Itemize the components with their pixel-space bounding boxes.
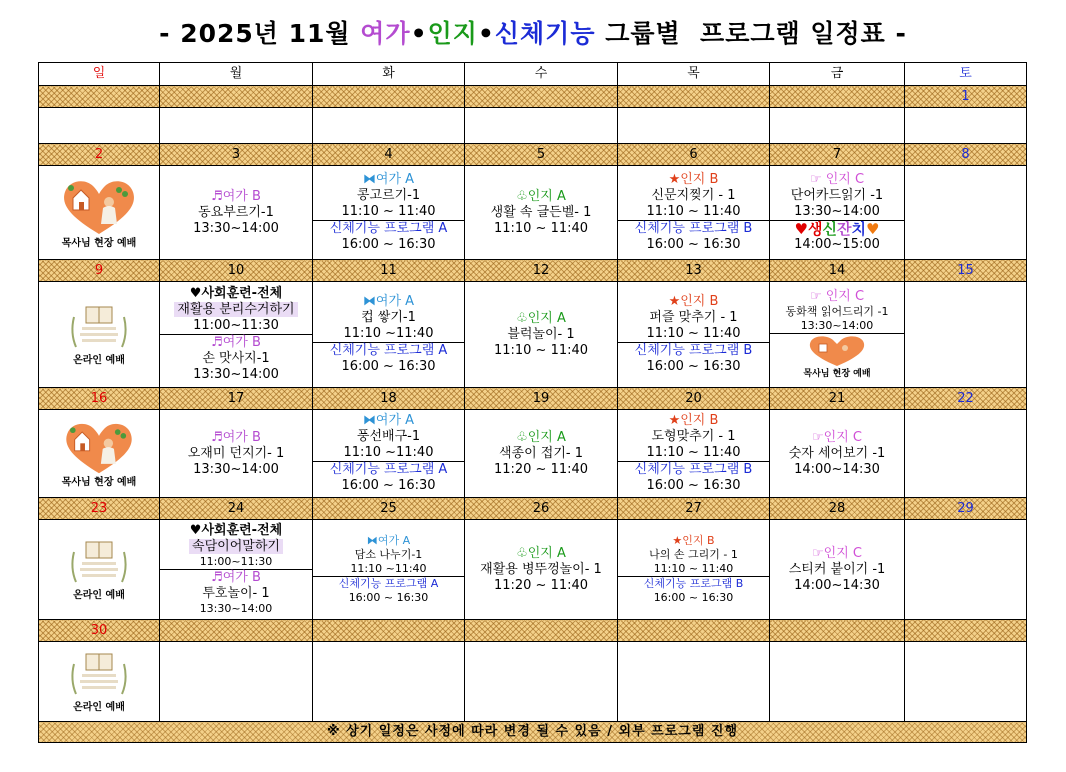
label-body-a: 신체기능 프로그램 A [329, 221, 448, 236]
program-title: 퍼즐 맞추기 - 1 [649, 310, 738, 325]
church-heart-image [59, 176, 139, 238]
day-cell [770, 520, 905, 620]
label-body-a: 신체기능 프로그램 A [329, 462, 448, 477]
date-empty [770, 86, 905, 108]
day-cell [905, 642, 1027, 722]
day-cell [465, 282, 618, 388]
program-time: 13:30~14:00 [193, 220, 279, 236]
label-body-b: 신체기능 프로그램 B [643, 577, 744, 590]
program-title: 생활 속 글든벨- 1 [490, 204, 592, 220]
date-row [39, 620, 1027, 642]
label-body-b: 신체기능 프로그램 B [634, 343, 753, 358]
day-cell [465, 166, 618, 260]
program-title: 재활용 병뚜껑놀이- 1 [480, 561, 602, 577]
day-cell [618, 166, 770, 260]
date-3: 3 [160, 144, 313, 166]
date-empty [160, 620, 313, 642]
week-row [39, 166, 1027, 260]
weekday-tue: 화 [313, 63, 465, 86]
label-yeoga-a: ⧓여가 A [362, 413, 415, 428]
program-title: 숫자 세어보기 -1 [788, 445, 886, 461]
label-inji-a: ♧인지 A [516, 545, 566, 561]
day-cell [905, 520, 1027, 620]
program-title: 풍선배구-1 [356, 429, 421, 444]
day-cell [160, 520, 313, 620]
day-cell [313, 282, 465, 388]
program-title: 색종이 접기- 1 [498, 445, 584, 461]
weekday-fri: 금 [770, 63, 905, 86]
field-worship [39, 176, 159, 250]
heart-icon: ♥ [794, 220, 808, 238]
label-yeoga-b: ♬여가 B [211, 429, 261, 445]
birthday-char: 생 [808, 220, 823, 238]
week-row [39, 410, 1027, 498]
weekday-sun: 일 [39, 63, 160, 86]
date-22: 22 [905, 388, 1027, 410]
title-prefix: - 2025년 11월 [159, 19, 361, 48]
program-time: 11:10 ~11:40 [343, 445, 434, 460]
date-5: 5 [465, 144, 618, 166]
program-time: 11:10 ~ 11:40 [653, 562, 734, 575]
online-worship-label: 온라인 예배 [73, 589, 125, 601]
page-title [0, 14, 1066, 50]
worship-cell [39, 282, 160, 388]
date-empty [905, 620, 1027, 642]
label-yeoga-b: ♬여가 B [211, 570, 261, 585]
bible-image [66, 538, 132, 590]
program-time: 16:00 ~ 16:30 [348, 591, 429, 604]
label-inji-b: ★인지 B [668, 172, 719, 187]
date-24: 24 [160, 498, 313, 520]
date-empty [465, 86, 618, 108]
program-time: 11:10 ~ 11:40 [646, 326, 741, 341]
label-inji-b: ★인지 B [668, 413, 719, 428]
date-empty [618, 86, 770, 108]
label-body-b: 신체기능 프로그램 B [634, 462, 753, 477]
program-title: 오재미 던지기- 1 [187, 445, 285, 461]
date-empty [160, 86, 313, 108]
day-cell [905, 166, 1027, 260]
day-cell [618, 410, 770, 498]
program-title: 신문지찢기 - 1 [651, 188, 736, 203]
online-worship [39, 538, 159, 602]
program-time: 11:20 ~ 11:40 [493, 577, 589, 593]
date-6: 6 [618, 144, 770, 166]
program-time: 11:10 ~ 11:40 [341, 204, 436, 219]
program-time: 16:00 ~ 16:30 [341, 359, 436, 374]
weekday-mon: 월 [160, 63, 313, 86]
bible-image [66, 303, 132, 355]
date-empty [313, 86, 465, 108]
week-row [39, 282, 1027, 388]
weekday-sat: 토 [905, 63, 1027, 86]
program-time: 13:30~14:00 [800, 319, 874, 332]
field-worship-label: 목사님 현장 예배 [803, 369, 871, 379]
field-worship-label: 목사님 현장 예배 [61, 237, 137, 249]
day-cell [313, 108, 465, 144]
church-heart-image [59, 419, 139, 477]
label-inji-a: ♧인지 A [516, 429, 566, 445]
weekday-wed: 수 [465, 63, 618, 86]
day-cell [160, 166, 313, 260]
program-title: 투호놀이- 1 [202, 586, 270, 601]
church-heart-image [797, 334, 877, 368]
day-cell [770, 642, 905, 722]
label-body-a: 신체기능 프로그램 A [329, 343, 448, 358]
day-cell [770, 282, 905, 388]
worship-cell [39, 642, 160, 722]
day-cell [313, 520, 465, 620]
program-title: 스티커 붙이기 -1 [788, 561, 886, 577]
date-17: 17 [160, 388, 313, 410]
date-8: 8 [905, 144, 1027, 166]
date-row [39, 144, 1027, 166]
date-empty [465, 620, 618, 642]
program-title: 도형맞추기 - 1 [651, 429, 736, 444]
title-suffix: 그룹별 프로그램 일정표 - [595, 19, 907, 48]
program-time: 16:00 ~ 16:30 [646, 237, 741, 252]
program-title: 나의 손 그리기 - 1 [649, 548, 738, 561]
date-row [39, 86, 1027, 108]
day-cell [770, 410, 905, 498]
date-2: 2 [39, 144, 160, 166]
day-cell [465, 642, 618, 722]
worship-cell [39, 520, 160, 620]
program-time: 13:30~14:00 [794, 204, 880, 219]
program-title: 컵 쌓기-1 [361, 310, 416, 325]
day-cell [618, 642, 770, 722]
date-20: 20 [618, 388, 770, 410]
label-yeoga-a: ⧓여가 A [362, 172, 415, 187]
label-social: ♥사회훈련-전체 [189, 286, 283, 301]
date-23: 23 [39, 498, 160, 520]
program-time: 14:00~15:00 [794, 237, 880, 252]
field-worship-label: 목사님 현장 예배 [61, 476, 137, 488]
program-time: 11:10 ~ 11:40 [646, 445, 741, 460]
day-cell [465, 520, 618, 620]
date-empty [770, 620, 905, 642]
title-body: 신체기능 [494, 19, 596, 48]
worship-cell [39, 410, 160, 498]
title-dot-2: • [477, 19, 495, 48]
weekday-thu: 목 [618, 63, 770, 86]
day-cell [618, 282, 770, 388]
bible-image [66, 650, 132, 702]
footer-note: ※ 상기 일정은 사정에 따라 변경 될 수 있음 / 외부 프로그램 진행 [39, 722, 1027, 743]
day-cell [465, 410, 618, 498]
label-social: ♥사회훈련-전체 [189, 523, 283, 538]
program-time: 14:00~14:30 [794, 461, 880, 477]
label-inji-c: ☞ 인지 C [809, 289, 865, 304]
date-11: 11 [313, 260, 465, 282]
program-time: 11:10 ~ 11:40 [493, 220, 589, 236]
program-time: 13:30~14:00 [193, 461, 279, 477]
program-title: 블럭놀이- 1 [507, 326, 575, 342]
heart-icon: ♥ [866, 220, 880, 238]
date-27: 27 [618, 498, 770, 520]
day-cell [160, 642, 313, 722]
program-title: 속담이어말하기 [189, 539, 283, 554]
program-title: 담소 나누기-1 [354, 548, 423, 561]
birthday-char: 잔 [837, 220, 852, 238]
week-row [39, 642, 1027, 722]
label-inji-a: ♧인지 A [516, 310, 566, 326]
day-cell [313, 166, 465, 260]
label-inji-c: ☞인지 C [812, 429, 862, 445]
date-10: 10 [160, 260, 313, 282]
date-16: 16 [39, 388, 160, 410]
day-cell [770, 108, 905, 144]
online-worship-label: 온라인 예배 [73, 354, 125, 366]
program-time: 16:00 ~ 16:30 [341, 478, 436, 493]
online-worship [39, 650, 159, 714]
label-inji-c: ☞ 인지 C [809, 172, 865, 187]
field-worship [39, 419, 159, 489]
program-time: 16:00 ~ 16:30 [646, 478, 741, 493]
date-26: 26 [465, 498, 618, 520]
program-time: 13:30~14:00 [193, 367, 279, 382]
day-cell [160, 410, 313, 498]
date-29: 29 [905, 498, 1027, 520]
program-time: 11:10 ~ 11:40 [493, 342, 589, 358]
footer-row [39, 722, 1027, 743]
program-time: 11:10 ~ 11:40 [646, 204, 741, 219]
weekday-header-row [39, 63, 1027, 86]
worship-cell [39, 166, 160, 260]
day-cell [160, 108, 313, 144]
day-cell [618, 108, 770, 144]
week-row [39, 108, 1027, 144]
program-time: 11:10 ~11:40 [343, 326, 434, 341]
date-30: 30 [39, 620, 160, 642]
date-empty [39, 86, 160, 108]
date-row [39, 498, 1027, 520]
date-15: 15 [905, 260, 1027, 282]
day-cell [905, 410, 1027, 498]
calendar-table [38, 62, 1027, 743]
date-empty [618, 620, 770, 642]
program-title: 손 맛사지-1 [202, 351, 270, 366]
date-13: 13 [618, 260, 770, 282]
program-time: 16:00 ~ 16:30 [341, 237, 436, 252]
date-25: 25 [313, 498, 465, 520]
date-28: 28 [770, 498, 905, 520]
date-row [39, 388, 1027, 410]
label-yeoga-b: ♬여가 B [211, 188, 261, 204]
day-cell [465, 108, 618, 144]
label-inji-c: ☞인지 C [812, 545, 862, 561]
program-time: 14:00~14:30 [794, 577, 880, 593]
title-dot-1: • [410, 19, 428, 48]
date-row [39, 260, 1027, 282]
program-time: 13:30~14:00 [199, 602, 273, 615]
label-inji-a: ♧인지 A [516, 188, 566, 204]
week-row [39, 520, 1027, 620]
program-time: 11:10 ~11:40 [350, 562, 427, 575]
day-cell [770, 166, 905, 260]
program-time: 11:00~11:30 [199, 555, 273, 568]
day-cell [313, 410, 465, 498]
date-7: 7 [770, 144, 905, 166]
date-14: 14 [770, 260, 905, 282]
program-time: 16:00 ~ 16:30 [646, 359, 741, 374]
program-title: 콩고르기-1 [356, 188, 421, 203]
label-yeoga-a: ⧓여가 A [362, 294, 415, 309]
day-cell [618, 520, 770, 620]
date-4: 4 [313, 144, 465, 166]
label-yeoga-b: ♬여가 B [211, 335, 261, 350]
label-inji-b: ★인지 B [668, 294, 719, 309]
date-21: 21 [770, 388, 905, 410]
date-12: 12 [465, 260, 618, 282]
label-inji-b: ★인지 B [672, 534, 715, 547]
program-time: 16:00 ~ 16:30 [653, 591, 734, 604]
label-body-b: 신체기능 프로그램 B [634, 221, 753, 236]
date-19: 19 [465, 388, 618, 410]
program-title: 동요부르기-1 [198, 204, 274, 220]
online-worship [39, 303, 159, 367]
birthday-party-title [770, 221, 904, 237]
date-empty [313, 620, 465, 642]
day-cell [313, 642, 465, 722]
date-9: 9 [39, 260, 160, 282]
title-yeoga: 여가 [360, 19, 411, 48]
label-body-a: 신체기능 프로그램 A [338, 577, 439, 590]
program-title: 동화책 읽어드리기 -1 [785, 305, 889, 318]
program-title: 재활용 분리수거하기 [174, 302, 297, 317]
program-time: 11:20 ~ 11:40 [493, 461, 589, 477]
day-cell [905, 108, 1027, 144]
birthday-char: 치 [851, 220, 866, 238]
date-1: 1 [905, 86, 1027, 108]
birthday-char: 신 [822, 220, 837, 238]
date-18: 18 [313, 388, 465, 410]
day-cell [39, 108, 160, 144]
day-cell [905, 282, 1027, 388]
program-time: 11:00~11:30 [193, 318, 279, 333]
day-cell [160, 282, 313, 388]
online-worship-label: 온라인 예배 [73, 701, 125, 713]
title-inji: 인지 [427, 19, 478, 48]
program-title: 단어카드읽기 -1 [790, 188, 884, 203]
label-yeoga-a: ⧓여가 A [366, 534, 411, 547]
